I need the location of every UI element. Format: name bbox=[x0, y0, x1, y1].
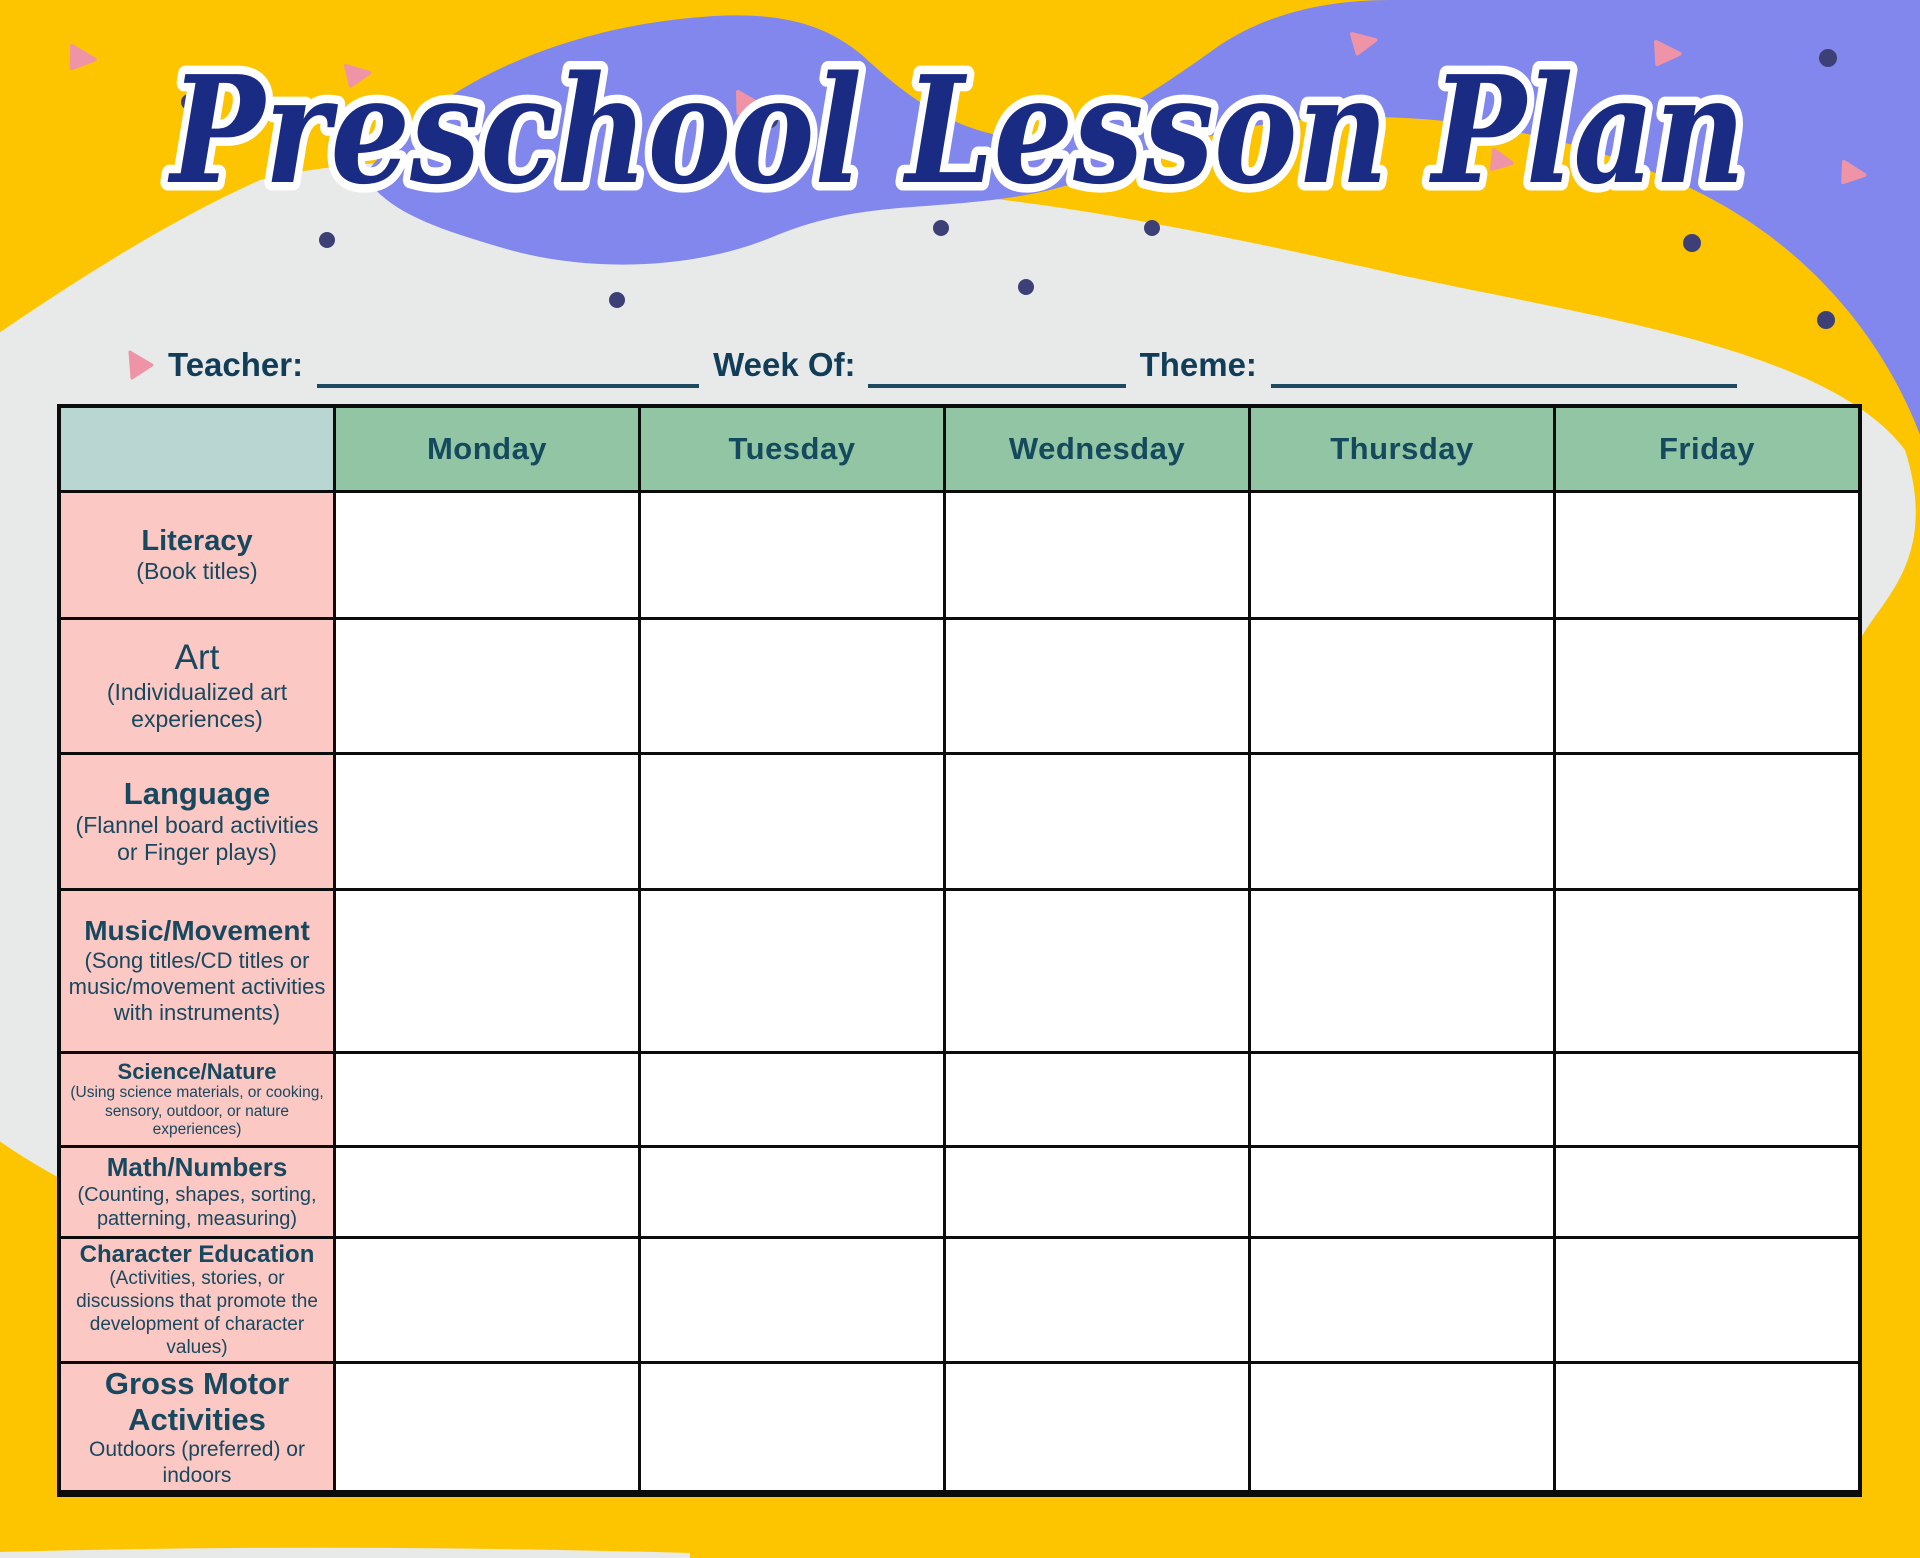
theme-label: Theme: bbox=[1139, 346, 1257, 383]
lesson-cell[interactable] bbox=[1556, 1364, 1858, 1490]
lesson-cell[interactable] bbox=[1556, 1239, 1858, 1361]
row-title: Character Education bbox=[79, 1240, 315, 1268]
lesson-cell[interactable] bbox=[1251, 620, 1553, 752]
day-header-monday: Monday bbox=[336, 408, 638, 490]
row-title: Science/Nature bbox=[117, 1058, 277, 1084]
row-subtitle: (Flannel board activities or Finger plays) bbox=[75, 811, 319, 866]
decor-dot bbox=[1018, 279, 1034, 295]
page-title: Preschool Lesson Plan bbox=[167, 43, 1746, 217]
row-title: Art bbox=[174, 638, 220, 678]
lesson-cell[interactable] bbox=[1556, 1148, 1858, 1236]
lesson-cell[interactable] bbox=[336, 1364, 638, 1490]
lesson-cell[interactable] bbox=[641, 755, 943, 888]
day-header-tuesday: Tuesday bbox=[641, 408, 943, 490]
lesson-cell[interactable] bbox=[1251, 1148, 1553, 1236]
lesson-cell[interactable] bbox=[336, 1054, 638, 1145]
lesson-cell[interactable] bbox=[336, 620, 638, 752]
lesson-cell[interactable] bbox=[641, 1148, 943, 1236]
lesson-cell[interactable] bbox=[336, 493, 638, 617]
row-subtitle: (Activities, stories, or discussions that promote the development of character values) bbox=[76, 1268, 318, 1358]
lesson-cell[interactable] bbox=[1556, 755, 1858, 888]
decor-dot bbox=[609, 292, 625, 308]
lesson-cell[interactable] bbox=[1251, 891, 1553, 1051]
row-label-gross-motor bbox=[61, 1364, 333, 1490]
lesson-cell[interactable] bbox=[1556, 493, 1858, 617]
week-of-input-line[interactable] bbox=[868, 344, 1126, 388]
row-subtitle: (Song titles/CD titles or music/movement activities with instruments) bbox=[68, 947, 326, 1026]
lesson-cell[interactable] bbox=[946, 493, 1248, 617]
day-header-wednesday: Wednesday bbox=[946, 408, 1248, 490]
lesson-cell[interactable] bbox=[1251, 755, 1553, 888]
lesson-cell[interactable] bbox=[336, 891, 638, 1051]
decor-triangle bbox=[70, 46, 96, 70]
decor-dot bbox=[933, 220, 949, 236]
row-label-music-movement bbox=[61, 891, 333, 1051]
triangle-bullet-icon bbox=[128, 350, 154, 380]
lesson-cell[interactable] bbox=[1251, 1239, 1553, 1361]
row-subtitle: (Book titles) bbox=[136, 557, 258, 584]
lesson-cell[interactable] bbox=[641, 493, 943, 617]
decor-dot bbox=[319, 232, 335, 248]
lesson-cell[interactable] bbox=[336, 1148, 638, 1236]
decor-dot bbox=[1817, 311, 1835, 329]
lesson-cell[interactable] bbox=[1251, 1054, 1553, 1145]
lesson-cell[interactable] bbox=[641, 1364, 943, 1490]
row-label-art bbox=[61, 620, 333, 752]
lesson-cell[interactable] bbox=[336, 1239, 638, 1361]
lesson-cell[interactable] bbox=[1251, 1364, 1553, 1490]
day-header-thursday: Thursday bbox=[1251, 408, 1553, 490]
decor-dot bbox=[1683, 234, 1701, 252]
gray-bottom-edge bbox=[0, 1548, 690, 1558]
row-label-language bbox=[61, 755, 333, 888]
lesson-cell[interactable] bbox=[641, 620, 943, 752]
lesson-cell[interactable] bbox=[641, 1239, 943, 1361]
row-label-science-nature bbox=[61, 1054, 333, 1145]
week-of-label: Week Of: bbox=[713, 346, 856, 383]
row-label-literacy bbox=[61, 493, 333, 617]
row-title: Literacy bbox=[141, 524, 253, 557]
row-title: Language bbox=[123, 776, 271, 812]
day-header-friday: Friday bbox=[1556, 408, 1858, 490]
lesson-plan-table bbox=[57, 404, 1862, 1497]
decor-dot bbox=[1819, 49, 1837, 67]
lesson-cell[interactable] bbox=[946, 1364, 1248, 1490]
row-subtitle: Outdoors (preferred) or indoors bbox=[89, 1438, 305, 1487]
row-title: Math/Numbers bbox=[106, 1152, 288, 1183]
teacher-label: Teacher: bbox=[168, 346, 304, 383]
row-subtitle: (Using science materials, or cooking, sensory, outdoor, or nature experiences) bbox=[70, 1084, 324, 1139]
corner-cell bbox=[61, 408, 333, 490]
row-title: Gross Motor Activities bbox=[104, 1366, 290, 1437]
lesson-cell[interactable] bbox=[946, 755, 1248, 888]
teacher-input-line[interactable] bbox=[317, 344, 699, 388]
row-label-character-education bbox=[61, 1239, 333, 1361]
lesson-cell[interactable] bbox=[1556, 891, 1858, 1051]
row-label-math-numbers bbox=[61, 1148, 333, 1236]
lesson-cell[interactable] bbox=[946, 891, 1248, 1051]
lesson-cell[interactable] bbox=[641, 1054, 943, 1145]
lesson-cell[interactable] bbox=[946, 1239, 1248, 1361]
row-subtitle: (Individualized art experiences) bbox=[106, 678, 288, 733]
lesson-cell[interactable] bbox=[336, 755, 638, 888]
lesson-cell[interactable] bbox=[641, 891, 943, 1051]
row-title: Music/Movement bbox=[84, 915, 310, 947]
lesson-cell[interactable] bbox=[1556, 1054, 1858, 1145]
lesson-cell[interactable] bbox=[946, 1054, 1248, 1145]
lesson-cell[interactable] bbox=[946, 1148, 1248, 1236]
row-subtitle: (Counting, shapes, sorting, patterning, measuring) bbox=[77, 1183, 317, 1230]
header-fields bbox=[128, 330, 1808, 388]
lesson-cell[interactable] bbox=[1251, 493, 1553, 617]
lesson-cell[interactable] bbox=[1556, 620, 1858, 752]
decor-dot bbox=[1144, 220, 1160, 236]
lesson-cell[interactable] bbox=[946, 620, 1248, 752]
theme-input-line[interactable] bbox=[1271, 344, 1737, 388]
